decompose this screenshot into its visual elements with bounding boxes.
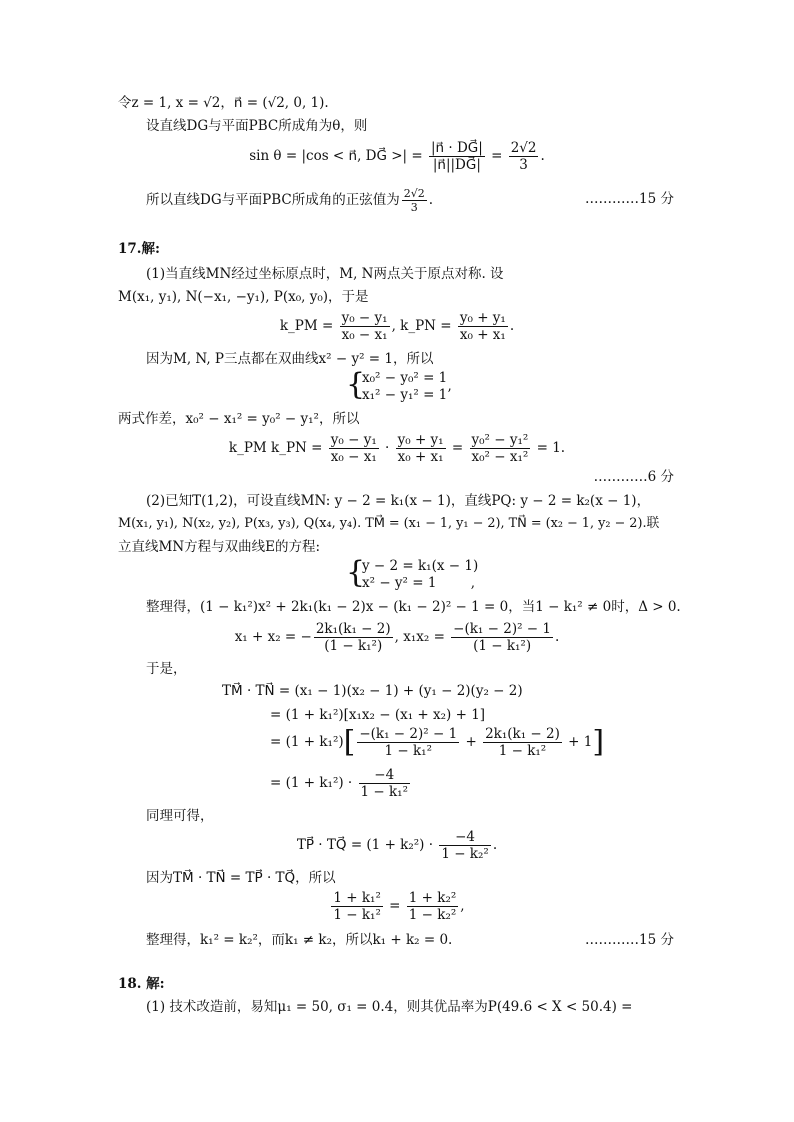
text-line: (1)当直线MN经过坐标原点时，M, N两点关于原点对称. 设 bbox=[146, 266, 504, 282]
text-line: 两式作差，x₀² − x₁² = y₀² − y₁²，所以 bbox=[118, 411, 360, 427]
formula-sin-theta: sin θ = |cos < n⃗, DG⃗ >| = $\frac{|n⃗ \cdot DG⃗|}{|n⃗||DG⃗|}$ = $\frac{2√2}{3}$ . bbox=[249, 140, 545, 173]
score-mark: …………15 分 bbox=[585, 191, 674, 207]
text-line: 于是， bbox=[146, 661, 187, 677]
text-line: 令z = 1, x = √2，n⃗ = (√2, 0, 1). bbox=[118, 95, 329, 111]
score-mark: …………6 分 bbox=[593, 469, 674, 485]
derivation-line: = (1 + k₁²)[x₁x₂ − (x₁ + x₂) + 1] bbox=[270, 707, 486, 723]
text-line: 设直线DG与平面PBC所成角为θ，则 bbox=[146, 118, 368, 134]
derivation-line: = (1 + k₁²)[ $\frac{\text{−(k₁ − 2)² − 1}}{\text{1 − k₁²}}$ + $\frac{\text{2k₁(k₁ − 2)}}{\text{1 − k₁²}}$ + 1] bbox=[270, 724, 605, 760]
brace: { bbox=[346, 367, 366, 402]
text-line: 立直线MN方程与双曲线E的方程: bbox=[118, 539, 321, 555]
score-mark: …………15 分 bbox=[585, 932, 674, 948]
text-line: 同理可得， bbox=[146, 808, 214, 824]
derivation-line: = (1 + k₁²) · $\frac{-4}{\text{1 − k₁²}}$ bbox=[270, 767, 408, 800]
text-line: M(x₁, y₁), N(−x₁, −y₁), P(x₀, y₀)，于是 bbox=[118, 289, 369, 305]
formula-slopes: k_PM = $\frac{\text{y₀ − y₁}}{\text{x₀ − x₁}}$ , k_PN = $\frac{\text{y₀ + y₁}}{\text{x₀ + x₁}}$ . bbox=[279, 310, 515, 343]
text-line: 因为TM⃗ · TN⃗ = TP⃗ · TQ⃗，所以 bbox=[146, 870, 336, 886]
derivation-line: TM⃗ · TN⃗ = (x₁ − 1)(x₂ − 1) + (y₁ − 2)(y₂ − 2) bbox=[222, 683, 523, 699]
equation-system: y − 2 = k₁(x − 1) x² − y² = 1 , bbox=[362, 558, 479, 591]
text-line: 所以直线DG与平面PBC所成角的正弦值为 $\frac{2√2}{3}$ . bbox=[146, 187, 434, 214]
problem-heading: 18. 解: bbox=[118, 976, 165, 992]
text-line: M(x₁, y₁), N(x₂, y₂), P(x₃, y₃), Q(x₄, y₄). TM⃗ = (x₁ − 1, y₁ − 2), TN⃗ = (x₂ − 1, y₂ − 2).联 bbox=[118, 516, 660, 531]
formula-ratio: $\frac{\text{1 + k₁²}}{\text{1 − k₁²}}$ = $\frac{\text{1 + k₂²}}{\text{1 − k₂²}}$ , bbox=[333, 890, 465, 923]
formula-slope-product: k_PM k_PN = $\frac{\text{y₀ − y₁}}{\text{x₀ − x₁}}$ · $\frac{\text{y₀ + y₁}}{\text{x₀ + x₁}}$ = $\frac{\text{y₀² − y₁²}}{\text{x₀² − x₁²}}$ = 1. bbox=[228, 432, 566, 465]
equation-system: x₀² − y₀² = 1 x₁² − y₁² = 1’ bbox=[362, 370, 452, 403]
brace: { bbox=[346, 555, 366, 590]
text-line: 因为M, N, P三点都在双曲线x² − y² = 1，所以 bbox=[146, 351, 434, 367]
formula-vieta: x₁ + x₂ = − $\frac{\text{2k₁(k₁ − 2)}}{\text{(1 − k₁²)}}$ , x₁x₂ = $\frac{\text{−(k₁ − 2)² − 1}}{\text{(1 − k₁²)}}$ . bbox=[234, 621, 560, 654]
text-line: 整理得，k₁² = k₂²，而k₁ ≠ k₂，所以k₁ + k₂ = 0. bbox=[146, 932, 453, 948]
formula-tp-tq: TP⃗ · TQ⃗ = (1 + k₂²) · $\frac{-4}{\text{1 − k₂²}}$ . bbox=[296, 829, 498, 862]
text-line: 整理得，(1 − k₁²)x² + 2k₁(k₁ − 2)x − (k₁ − 2)² − 1 = 0，当1 − k₁² ≠ 0时，Δ > 0. bbox=[146, 599, 681, 615]
problem-heading: 17.解: bbox=[118, 241, 160, 257]
text-line: (1) 技术改造前，易知μ₁ = 50, σ₁ = 0.4，则其优品率为P(49.6 < X < 50.4) = bbox=[146, 999, 633, 1015]
text-line: (2)已知T(1,2)，可设直线MN: y − 2 = k₁(x − 1)，直线PQ: y − 2 = k₂(x − 1)， bbox=[146, 493, 651, 509]
